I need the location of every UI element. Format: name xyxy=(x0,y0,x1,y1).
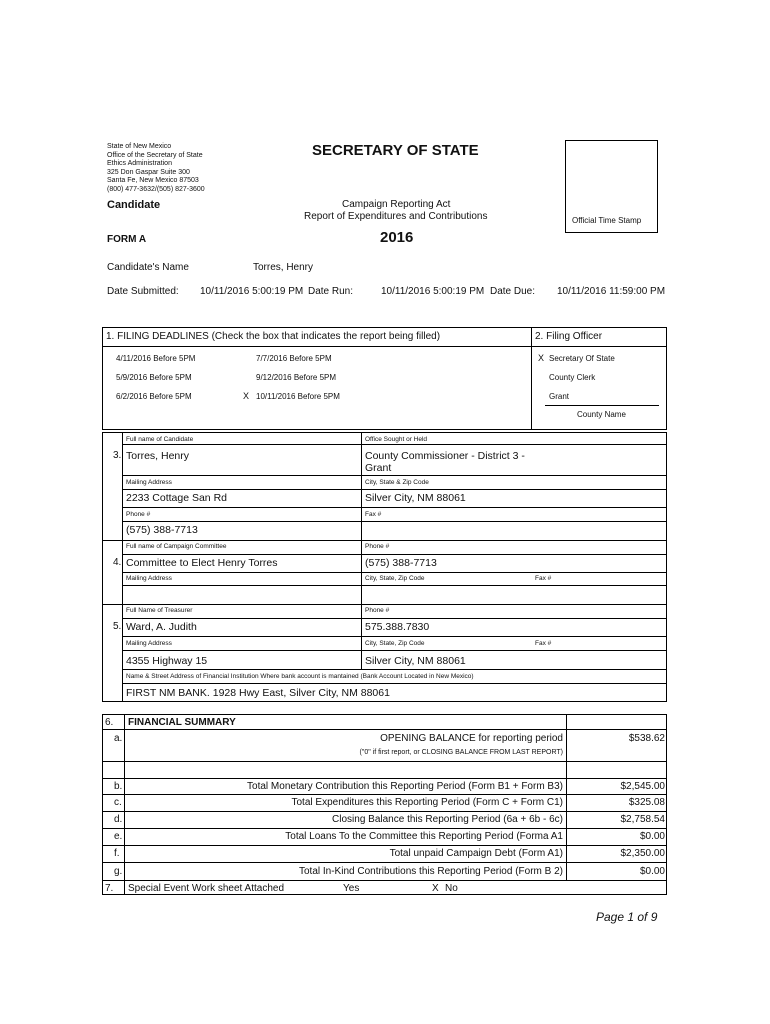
divider xyxy=(122,618,667,619)
opening-balance-value: $538.62 xyxy=(628,733,665,744)
row-letter: e. xyxy=(114,831,123,842)
special-event-label: Special Event Work sheet Attached xyxy=(128,883,285,894)
row-letter: g. xyxy=(114,866,123,877)
treasurer-phone: 575.388.7830 xyxy=(365,621,430,633)
agency-line: Ethics Administration xyxy=(107,160,172,168)
opening-balance-label: OPENING BALANCE for reporting period xyxy=(380,733,563,744)
deadline-option-1: 4/11/2016 Before 5PM xyxy=(116,354,196,363)
candidate-city-label: City, State & Zip Code xyxy=(365,479,429,486)
date-submitted-value: 10/11/2016 5:00:19 PM xyxy=(200,286,304,297)
date-submitted-label: Date Submitted: xyxy=(107,286,179,297)
candidate-mailing: 2233 Cottage San Rd xyxy=(126,492,227,504)
divider xyxy=(122,636,667,637)
divider xyxy=(122,650,667,651)
summary-value-b: $2,545.00 xyxy=(620,781,665,792)
summary-label-d: Closing Balance this Reporting Period (6a + 6b - 6c) xyxy=(332,814,563,825)
treasurer-fax-label: Fax # xyxy=(535,640,552,647)
committee-phone-label: Phone # xyxy=(365,543,390,550)
divider xyxy=(122,683,667,684)
officer-sos-checkbox[interactable]: X xyxy=(538,353,545,363)
office-sought-label: Office Sought or Held xyxy=(365,436,428,443)
deadline-option-6: 10/11/2016 Before 5PM xyxy=(256,392,340,401)
summary-label-b: Total Monetary Contribution this Reporting Period (Form B1 + Form B3) xyxy=(247,781,563,792)
divider xyxy=(122,572,667,573)
agency-line: Office of the Secretary of State xyxy=(107,151,203,159)
summary-label-c: Total Expenditures this Reporting Period (Form C + Form C1) xyxy=(291,797,563,808)
officer-sos: Secretary Of State xyxy=(549,354,615,363)
divider xyxy=(102,729,667,730)
candidate-mailing-label: Mailing Address xyxy=(126,479,172,486)
subtitle-act: Campaign Reporting Act xyxy=(342,199,451,210)
divider xyxy=(122,669,667,670)
candidate-name-label: Candidate's Name xyxy=(107,262,189,273)
section-number: 6. xyxy=(105,717,114,728)
row-letter: f. xyxy=(114,848,120,859)
agency-line: Santa Fe, New Mexico 87503 xyxy=(107,177,199,185)
candidate-heading: Candidate xyxy=(107,199,161,211)
treasurer-name: Ward, A. Judith xyxy=(126,621,197,633)
summary-label-f: Total unpaid Campaign Debt (Form A1) xyxy=(389,848,563,859)
agency-line: (800) 477-3632/(505) 827-3600 xyxy=(107,185,205,193)
row-letter: c. xyxy=(114,797,122,808)
office-sought: County Commissioner - District 3 - xyxy=(365,450,525,462)
divider xyxy=(102,828,667,829)
opening-balance-note: ("0" if first report, or CLOSING BALANCE FROM LAST REPORT) xyxy=(359,749,563,756)
divider xyxy=(102,880,667,881)
date-due-value: 10/11/2016 11:59:00 PM xyxy=(557,286,666,297)
candidate-full-name: Torres, Henry xyxy=(126,450,190,462)
summary-value-c: $325.08 xyxy=(628,797,665,808)
deadline-option-4: 7/7/2016 Before 5PM xyxy=(256,354,332,363)
divider xyxy=(124,714,125,895)
divider xyxy=(102,811,667,812)
candidate-fax-label: Fax # xyxy=(365,511,382,518)
summary-label-g: Total In-Kind Contributions this Reporting Period (Form B 2) xyxy=(298,866,563,877)
divider xyxy=(122,521,667,522)
divider xyxy=(102,794,667,795)
summary-value-d: $2,758.54 xyxy=(620,814,665,825)
treasurer-city: Silver City, NM 88061 xyxy=(365,655,466,667)
divider xyxy=(566,714,567,881)
special-event-yes[interactable]: Yes xyxy=(343,883,360,894)
section-number: 7. xyxy=(105,883,114,894)
treasurer-mailing-label: Mailing Address xyxy=(126,640,172,647)
candidate-full-name-label: Full name of Candidate xyxy=(126,436,194,443)
special-event-no[interactable]: No xyxy=(445,883,458,894)
section-number: 4. xyxy=(113,557,122,568)
committee-city-label: City, State, Zip Code xyxy=(365,575,425,582)
county-underline xyxy=(545,405,659,406)
report-year: 2016 xyxy=(380,229,414,246)
form-label: FORM A xyxy=(107,234,147,245)
candidate-phone-label: Phone # xyxy=(126,511,151,518)
candidate-phone: (575) 388-7713 xyxy=(126,524,198,536)
divider xyxy=(531,327,532,430)
section-number: 3. xyxy=(113,450,122,461)
divider xyxy=(102,346,667,347)
summary-value-e: $0.00 xyxy=(639,831,665,842)
stamp-label: Official Time Stamp xyxy=(572,216,642,225)
bank-label: Name & Street Address of Financial Institution Where bank account is mantained (Bank Account Located in New Mexico) xyxy=(126,673,474,680)
divider xyxy=(122,489,667,490)
official-time-stamp-box xyxy=(565,140,658,233)
treasurer-city-label: City, State, Zip Code xyxy=(365,640,425,647)
divider xyxy=(361,432,362,669)
date-due-label: Date Due: xyxy=(490,286,536,297)
deadline-checkbox-6[interactable]: X xyxy=(243,391,250,401)
treasurer-phone-label: Phone # xyxy=(365,607,390,614)
officer-county-clerk: County Clerk xyxy=(549,373,596,382)
page-number: Page 1 of 9 xyxy=(596,910,658,924)
county-name-label: County Name xyxy=(577,410,626,419)
deadlines-heading: 1. FILING DEADLINES (Check the box that indicates the report being filled) xyxy=(106,331,441,342)
divider xyxy=(102,845,667,846)
divider xyxy=(122,444,667,445)
divider xyxy=(102,862,667,863)
officer-heading: 2. Filing Officer xyxy=(535,331,603,342)
committee-name: Committee to Elect Henry Torres xyxy=(126,557,278,569)
committee-mailing-label: Mailing Address xyxy=(126,575,172,582)
page-title: SECRETARY OF STATE xyxy=(312,142,479,159)
candidate-city: Silver City, NM 88061 xyxy=(365,492,466,504)
officer-county: Grant xyxy=(549,392,570,401)
divider xyxy=(122,475,667,476)
divider xyxy=(102,778,667,779)
candidate-name-value: Torres, Henry xyxy=(253,262,314,273)
special-event-no-checkbox[interactable]: X xyxy=(432,883,439,894)
deadline-option-2: 5/9/2016 Before 5PM xyxy=(116,373,192,382)
treasurer-mailing: 4355 Highway 15 xyxy=(126,655,208,667)
deadline-option-5: 9/12/2016 Before 5PM xyxy=(256,373,337,382)
summary-label-e: Total Loans To the Committee this Reporting Period (Forma A1 xyxy=(285,831,563,842)
date-run-label: Date Run: xyxy=(308,286,354,297)
subtitle-report: Report of Expenditures and Contributions xyxy=(304,211,488,222)
row-letter: d. xyxy=(114,814,123,825)
financial-heading: FINANCIAL SUMMARY xyxy=(128,717,236,728)
date-run-value: 10/11/2016 5:00:19 PM xyxy=(381,286,485,297)
divider xyxy=(102,761,667,762)
committee-name-label: Full name of Campaign Committee xyxy=(126,543,227,550)
divider xyxy=(122,585,667,586)
committee-fax-label: Fax # xyxy=(535,575,552,582)
divider xyxy=(122,507,667,508)
divider xyxy=(102,604,667,605)
bank-address: FIRST NM BANK. 1928 Hwy East, Silver City, NM 88061 xyxy=(126,687,390,699)
treasurer-name-label: Full Name of Treasurer xyxy=(126,607,193,614)
section-number: 5. xyxy=(113,621,122,632)
row-letter: b. xyxy=(114,781,123,792)
agency-line: 325 Don Gaspar Suite 300 xyxy=(107,168,190,176)
agency-line: State of New Mexico xyxy=(107,143,172,150)
divider xyxy=(122,432,123,702)
deadline-option-3: 6/2/2016 Before 5PM xyxy=(116,392,192,401)
committee-phone: (575) 388-7713 xyxy=(365,557,437,569)
agency-address xyxy=(107,143,205,195)
divider xyxy=(102,540,667,541)
office-sought-line2: Grant xyxy=(365,462,392,474)
divider xyxy=(122,554,667,555)
row-letter: a. xyxy=(114,733,123,744)
summary-value-f: $2,350.00 xyxy=(620,848,665,859)
summary-value-g: $0.00 xyxy=(639,866,665,877)
